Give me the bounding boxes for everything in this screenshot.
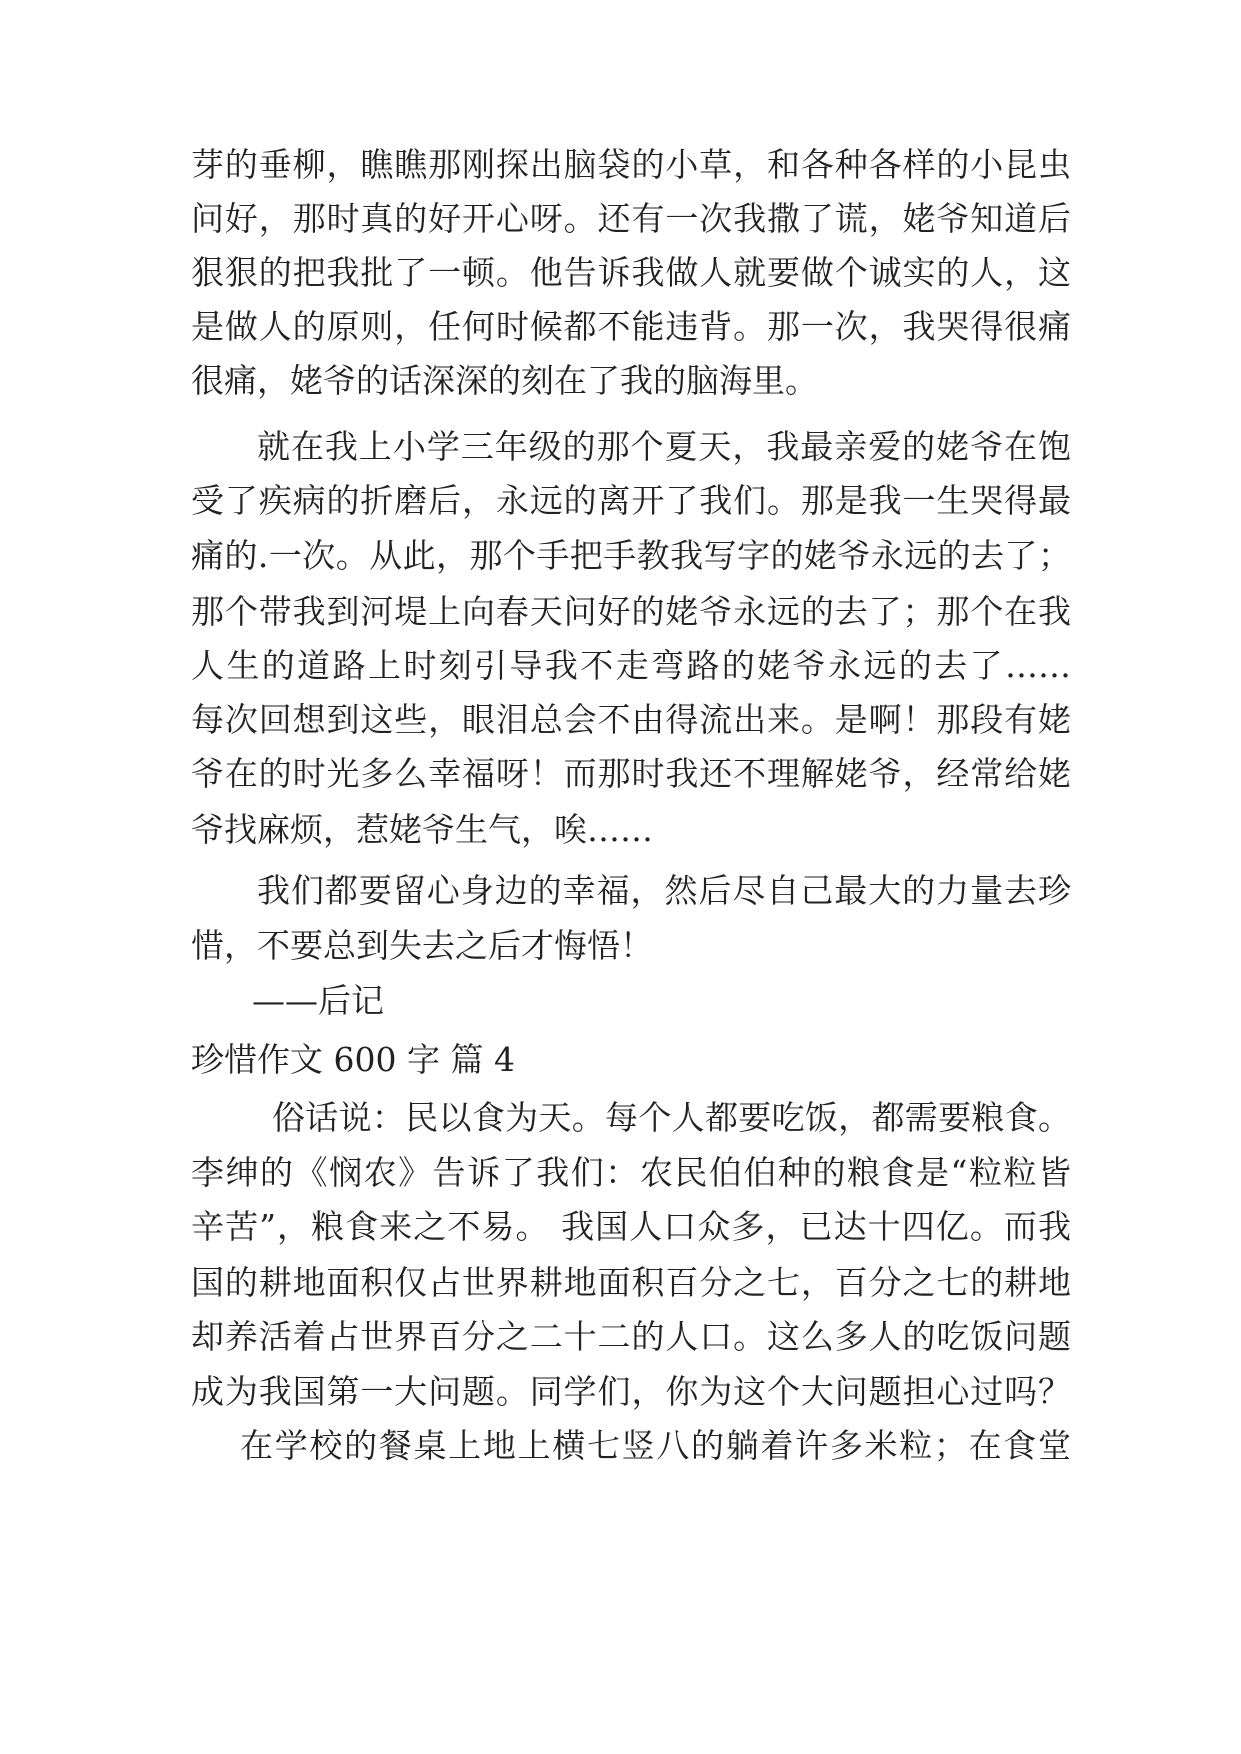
paragraph-first-line: 在学校的餐桌上地上横七竖八的躺着许多米粒；在食堂 xyxy=(240,1426,1071,1465)
paragraph-first-line: 俗话说：民以食为天。每个人都要吃饭，都需要粮食。 xyxy=(272,1098,1071,1137)
text-line: 痛的.一次。从此，那个手把手教我写字的姥爷永远的去了； xyxy=(191,536,1071,575)
text-line: 那个带我到河堤上向春天问好的姥爷永远的去了；那个在我 xyxy=(191,592,1071,631)
text-line: 辛苦”，粮食来之不易。 我国人口众多，已达十四亿。而我 xyxy=(191,1207,1071,1246)
text-line: 受了疾病的折磨后，永远的离开了我们。那是我一生哭得最 xyxy=(191,481,1071,520)
text-line: 爷找麻烦，惹姥爷生气，唉…… xyxy=(191,810,653,849)
text-line: 每次回想到这些，眼泪总会不由得流出来。是啊！那段有姥 xyxy=(191,700,1071,739)
postscript-label: ——后记 xyxy=(252,981,384,1020)
text-line: 爷在的时光多么幸福呀！而那时我还不理解姥爷，经常给姥 xyxy=(191,754,1071,793)
text-line: 狠狠的把我批了一顿。他告诉我做人就要做个诚实的人，这 xyxy=(191,253,1071,292)
text-line: 芽的垂柳，瞧瞧那刚探出脑袋的小草，和各种各样的小昆虫 xyxy=(191,145,1071,184)
text-line: 成为我国第一大问题。同学们，你为这个大问题担心过吗？ xyxy=(191,1372,1071,1411)
text-line: 却养活着占世界百分之二十二的人口。这么多人的吃饭问题 xyxy=(191,1317,1071,1356)
section-heading: 珍惜作文 600 字 篇 4 xyxy=(191,1040,515,1079)
text-line: 李绅的《悯农》告诉了我们：农民伯伯种的粮食是“粒粒皆 xyxy=(191,1153,1071,1192)
text-line: 人生的道路上时刻引导我不走弯路的姥爷永远的去了…… xyxy=(191,646,1071,685)
paragraph-first-line: 就在我上小学三年级的那个夏天，我最亲爱的姥爷在饱 xyxy=(257,427,1071,466)
text-line: 问好，那时真的好开心呀。还有一次我撒了谎，姥爷知道后 xyxy=(191,199,1071,238)
text-line: 是做人的原则，任何时候都不能违背。那一次，我哭得很痛 xyxy=(191,307,1071,346)
text-line: 很痛，姥爷的话深深的刻在了我的脑海里。 xyxy=(191,361,818,400)
text-line: 惜，不要总到失去之后才悔悟！ xyxy=(191,926,653,965)
text-line: 国的耕地面积仅占世界耕地面积百分之七，百分之七的耕地 xyxy=(191,1263,1071,1302)
paragraph-first-line: 我们都要留心身边的幸福，然后尽自己最大的力量去珍 xyxy=(257,871,1071,910)
